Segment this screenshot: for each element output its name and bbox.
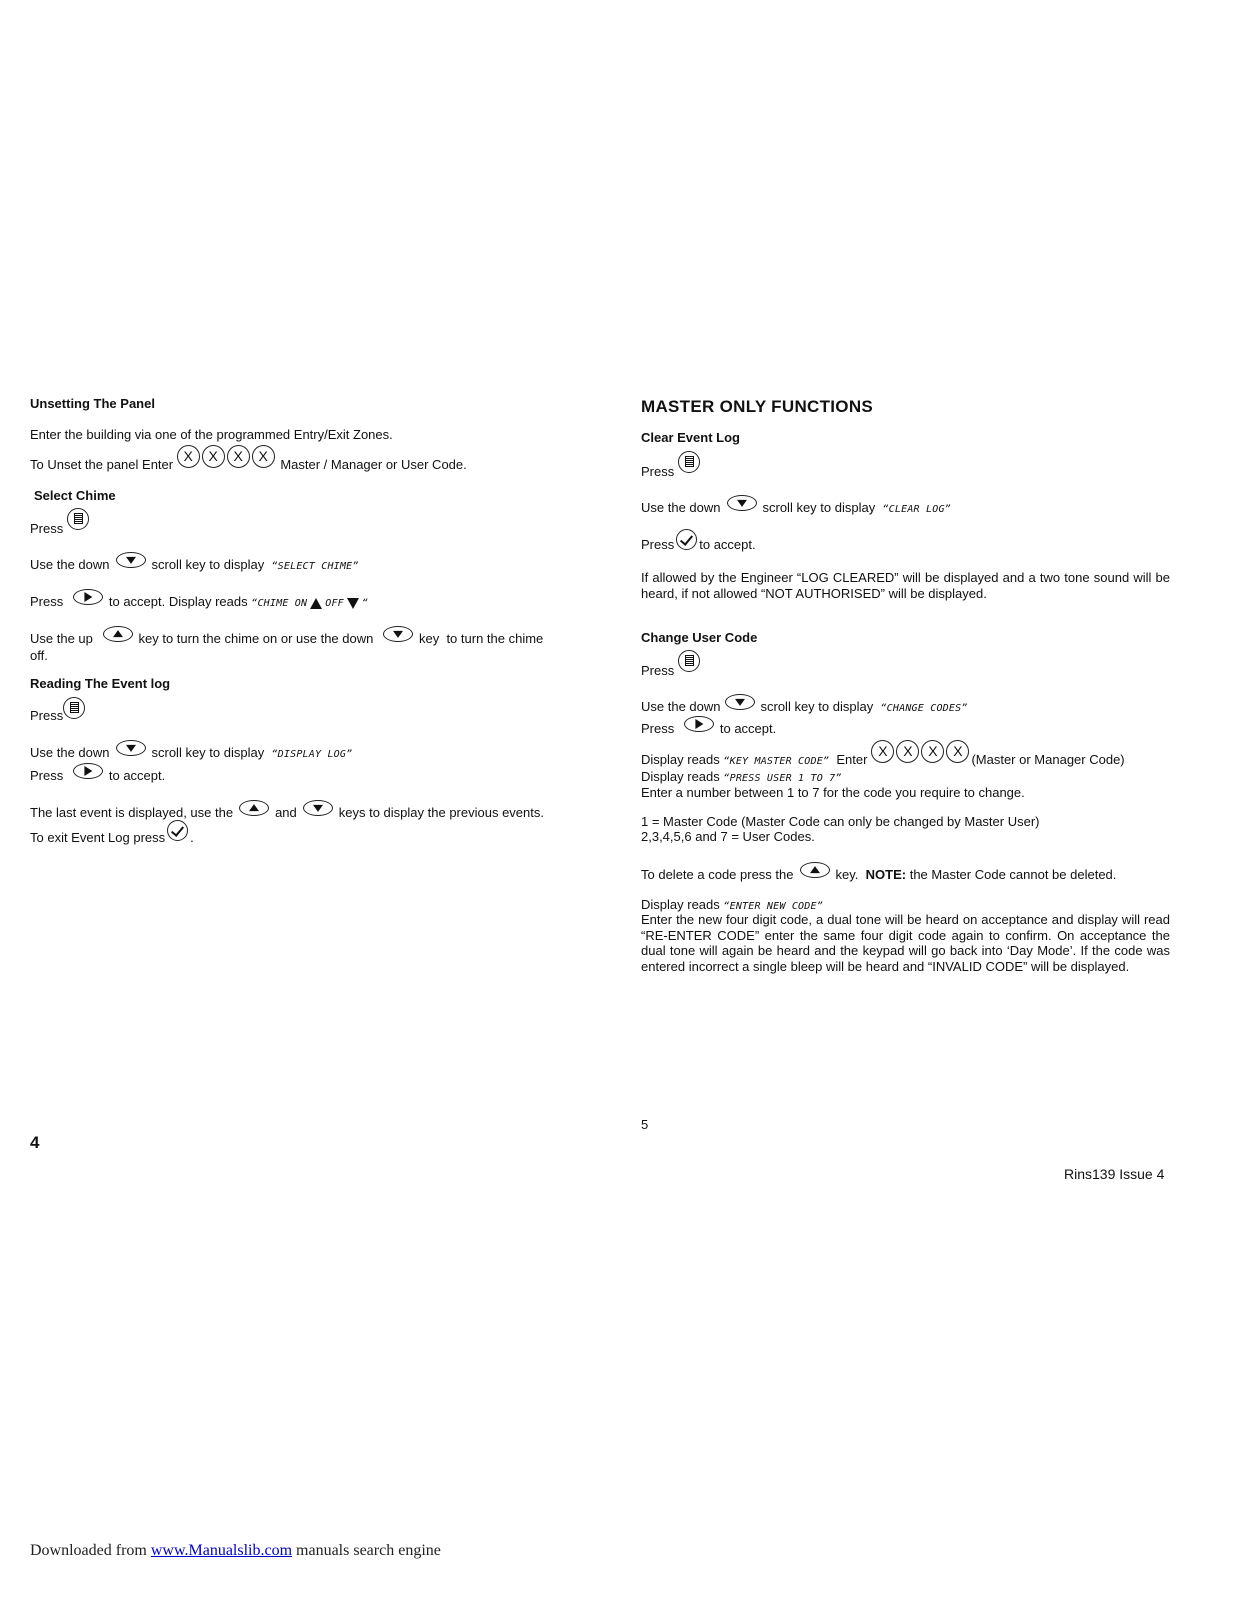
up-key-icon (800, 862, 830, 878)
event-log-heading: Reading The Event log (30, 676, 171, 691)
lcd-chime-on: “CHIME ON (251, 598, 308, 609)
turn-off-end: off. (30, 648, 48, 663)
lcd-change-codes: “CHANGE CODES” (880, 703, 968, 714)
use-up-label: Use the up (30, 631, 93, 646)
exit-dot: . (190, 830, 194, 845)
last-event-text: The last event is displayed, use the (30, 805, 234, 820)
footer-prefix: Downloaded from (30, 1542, 147, 1559)
press-label: Press (30, 594, 64, 609)
document-reference: Rins139 Issue 4 (1064, 1166, 1165, 1182)
up-key-icon (239, 800, 269, 816)
down-key-icon (303, 800, 333, 816)
press-label: Press (641, 663, 675, 678)
x-key: X (921, 740, 944, 763)
clear-event-log-heading: Clear Event Log (641, 430, 740, 445)
previous-events-text: keys to display the previous events. (338, 805, 544, 820)
press-label: Press (30, 708, 64, 723)
clear-scroll-line (641, 495, 951, 515)
accept-label: to accept. (108, 768, 166, 783)
enter-number-text: Enter a number between 1 to 7 for the code you require to change. (641, 785, 1025, 800)
lcd-press-user: “PRESS USER 1 TO 7” (723, 773, 842, 784)
scroll-display-label: scroll key to display (760, 699, 874, 714)
and-label: and (275, 805, 297, 820)
x-key: X (871, 740, 894, 763)
display-reads-label: Display reads (641, 752, 720, 767)
footer-suffix: manuals search engine (296, 1542, 441, 1559)
accept-label: to accept. (699, 537, 756, 552)
menu-key-icon (67, 508, 89, 530)
clear-accept-line (641, 529, 756, 552)
lcd-select-chime: “SELECT CHIME” (271, 561, 359, 572)
unsetting-heading: Unsetting The Panel (30, 396, 155, 411)
page-number-right: 5 (641, 1117, 649, 1132)
unset-text-b: Master / Manager or User Code. (280, 457, 467, 472)
delete-text-a: To delete a code press the (641, 867, 794, 882)
press-user-line (641, 769, 842, 784)
right-key-icon (684, 716, 714, 732)
up-triangle-icon (310, 598, 322, 609)
user-codes-note: 2,3,4,5,6 and 7 = User Codes. (641, 829, 815, 844)
event-press-menu (30, 697, 85, 723)
x-key: X (202, 445, 225, 468)
x-key: X (946, 740, 969, 763)
right-key-icon (73, 763, 103, 779)
change-press-menu (641, 650, 700, 678)
lcd-quote: “ (361, 598, 369, 609)
enter-label: Enter (836, 752, 868, 767)
exit-log-text: To exit Event Log press (30, 830, 166, 845)
scroll-display-label: scroll key to display (151, 557, 265, 572)
delete-text-c: the Master Code cannot be deleted. (909, 867, 1117, 882)
down-key-icon (116, 552, 146, 568)
menu-key-icon (63, 697, 85, 719)
x-key: X (896, 740, 919, 763)
lcd-clear-log: “CLEAR LOG” (882, 504, 951, 515)
press-label: Press (30, 768, 64, 783)
download-footer (30, 1542, 441, 1560)
lcd-display-log: “DISPLAY LOG” (271, 749, 353, 760)
turn-on-label: key to turn the chime on or use the down (138, 631, 374, 646)
x-key: X (227, 445, 250, 468)
unset-instruction-1: Enter the building via one of the programmed Entry/Exit Zones. (30, 427, 393, 442)
delete-code-line (641, 862, 1116, 882)
down-key-icon (116, 740, 146, 756)
accept-tick-icon (167, 820, 188, 841)
press-label: Press (641, 464, 675, 479)
manualslib-link[interactable]: www.Manualslib.com (150, 1542, 293, 1559)
delete-text-b: key. (835, 867, 859, 882)
unset-text-a: To Unset the panel Enter (30, 457, 174, 472)
master-functions-title: MASTER ONLY FUNCTIONS (641, 397, 874, 416)
chime-press-menu (30, 508, 89, 536)
exit-log-line (30, 820, 194, 845)
down-triangle-icon (347, 598, 359, 609)
note-label: NOTE: (865, 867, 907, 882)
change-accept-line (641, 716, 776, 736)
new-code-paragraph: Enter the new four digit code, a dual tone will be heard on acceptance and display will read “RE-ENTER CODE” enter the same four digit code again to confirm. On acceptance the dual tone will again be heard and the keypad will go back into ‘Day Mode’. If the code was entered incorrect a single bleep will be heard and “INVALID CODE” will be displayed. (641, 912, 1170, 974)
down-key-icon (383, 626, 413, 642)
chime-scroll-line (30, 552, 359, 572)
scroll-display-label: scroll key to display (762, 500, 876, 515)
display-reads-label: Display reads (641, 769, 720, 784)
down-key-icon (727, 495, 757, 511)
x-key: X (177, 445, 200, 468)
scroll-display-label: scroll key to display (151, 745, 265, 760)
use-down-label: Use the down (641, 699, 721, 714)
press-label: Press (30, 521, 64, 536)
up-key-icon (103, 626, 133, 642)
unset-instruction-2 (30, 445, 467, 472)
chime-accept-line (30, 589, 368, 609)
menu-key-icon (678, 650, 700, 672)
chime-toggle-line (30, 626, 543, 646)
master-code-note: 1 = Master Code (Master Code can only be changed by Master User) (641, 814, 1040, 829)
use-down-label: Use the down (30, 557, 110, 572)
clear-press-menu (641, 451, 700, 479)
page-number-left: 4 (30, 1133, 40, 1152)
use-down-label: Use the down (641, 500, 721, 515)
press-label: Press (641, 537, 675, 552)
accept-display-label: to accept. Display reads (108, 594, 248, 609)
event-accept-line (30, 763, 165, 783)
master-manager-label: (Master or Manager Code) (971, 752, 1125, 767)
press-label: Press (641, 721, 675, 736)
display-reads-label: Display reads (641, 897, 720, 912)
accept-tick-icon (676, 529, 697, 550)
menu-key-icon (678, 451, 700, 473)
lcd-chime-off: OFF (325, 598, 344, 609)
down-key-icon (725, 694, 755, 710)
lcd-key-master-code: “KEY MASTER CODE” (723, 756, 830, 767)
right-key-icon (73, 589, 103, 605)
select-chime-heading: Select Chime (34, 488, 116, 503)
x-key: X (252, 445, 275, 468)
enter-new-code-line (641, 897, 823, 912)
last-event-line (30, 800, 544, 820)
accept-label: to accept. (719, 721, 777, 736)
clear-result-paragraph: If allowed by the Engineer “LOG CLEARED” will be displayed and a two tone sound will be heard, if not allowed “NOT AUTHORISED” will be displayed. (641, 570, 1170, 601)
change-scroll-line (641, 694, 968, 714)
use-down-label: Use the down (30, 745, 110, 760)
event-scroll-line (30, 740, 352, 760)
lcd-enter-new-code: “ENTER NEW CODE” (723, 901, 823, 912)
change-user-code-heading: Change User Code (641, 630, 758, 645)
turn-off-label: key to turn the chime (418, 631, 544, 646)
key-master-code-line (641, 740, 1125, 767)
